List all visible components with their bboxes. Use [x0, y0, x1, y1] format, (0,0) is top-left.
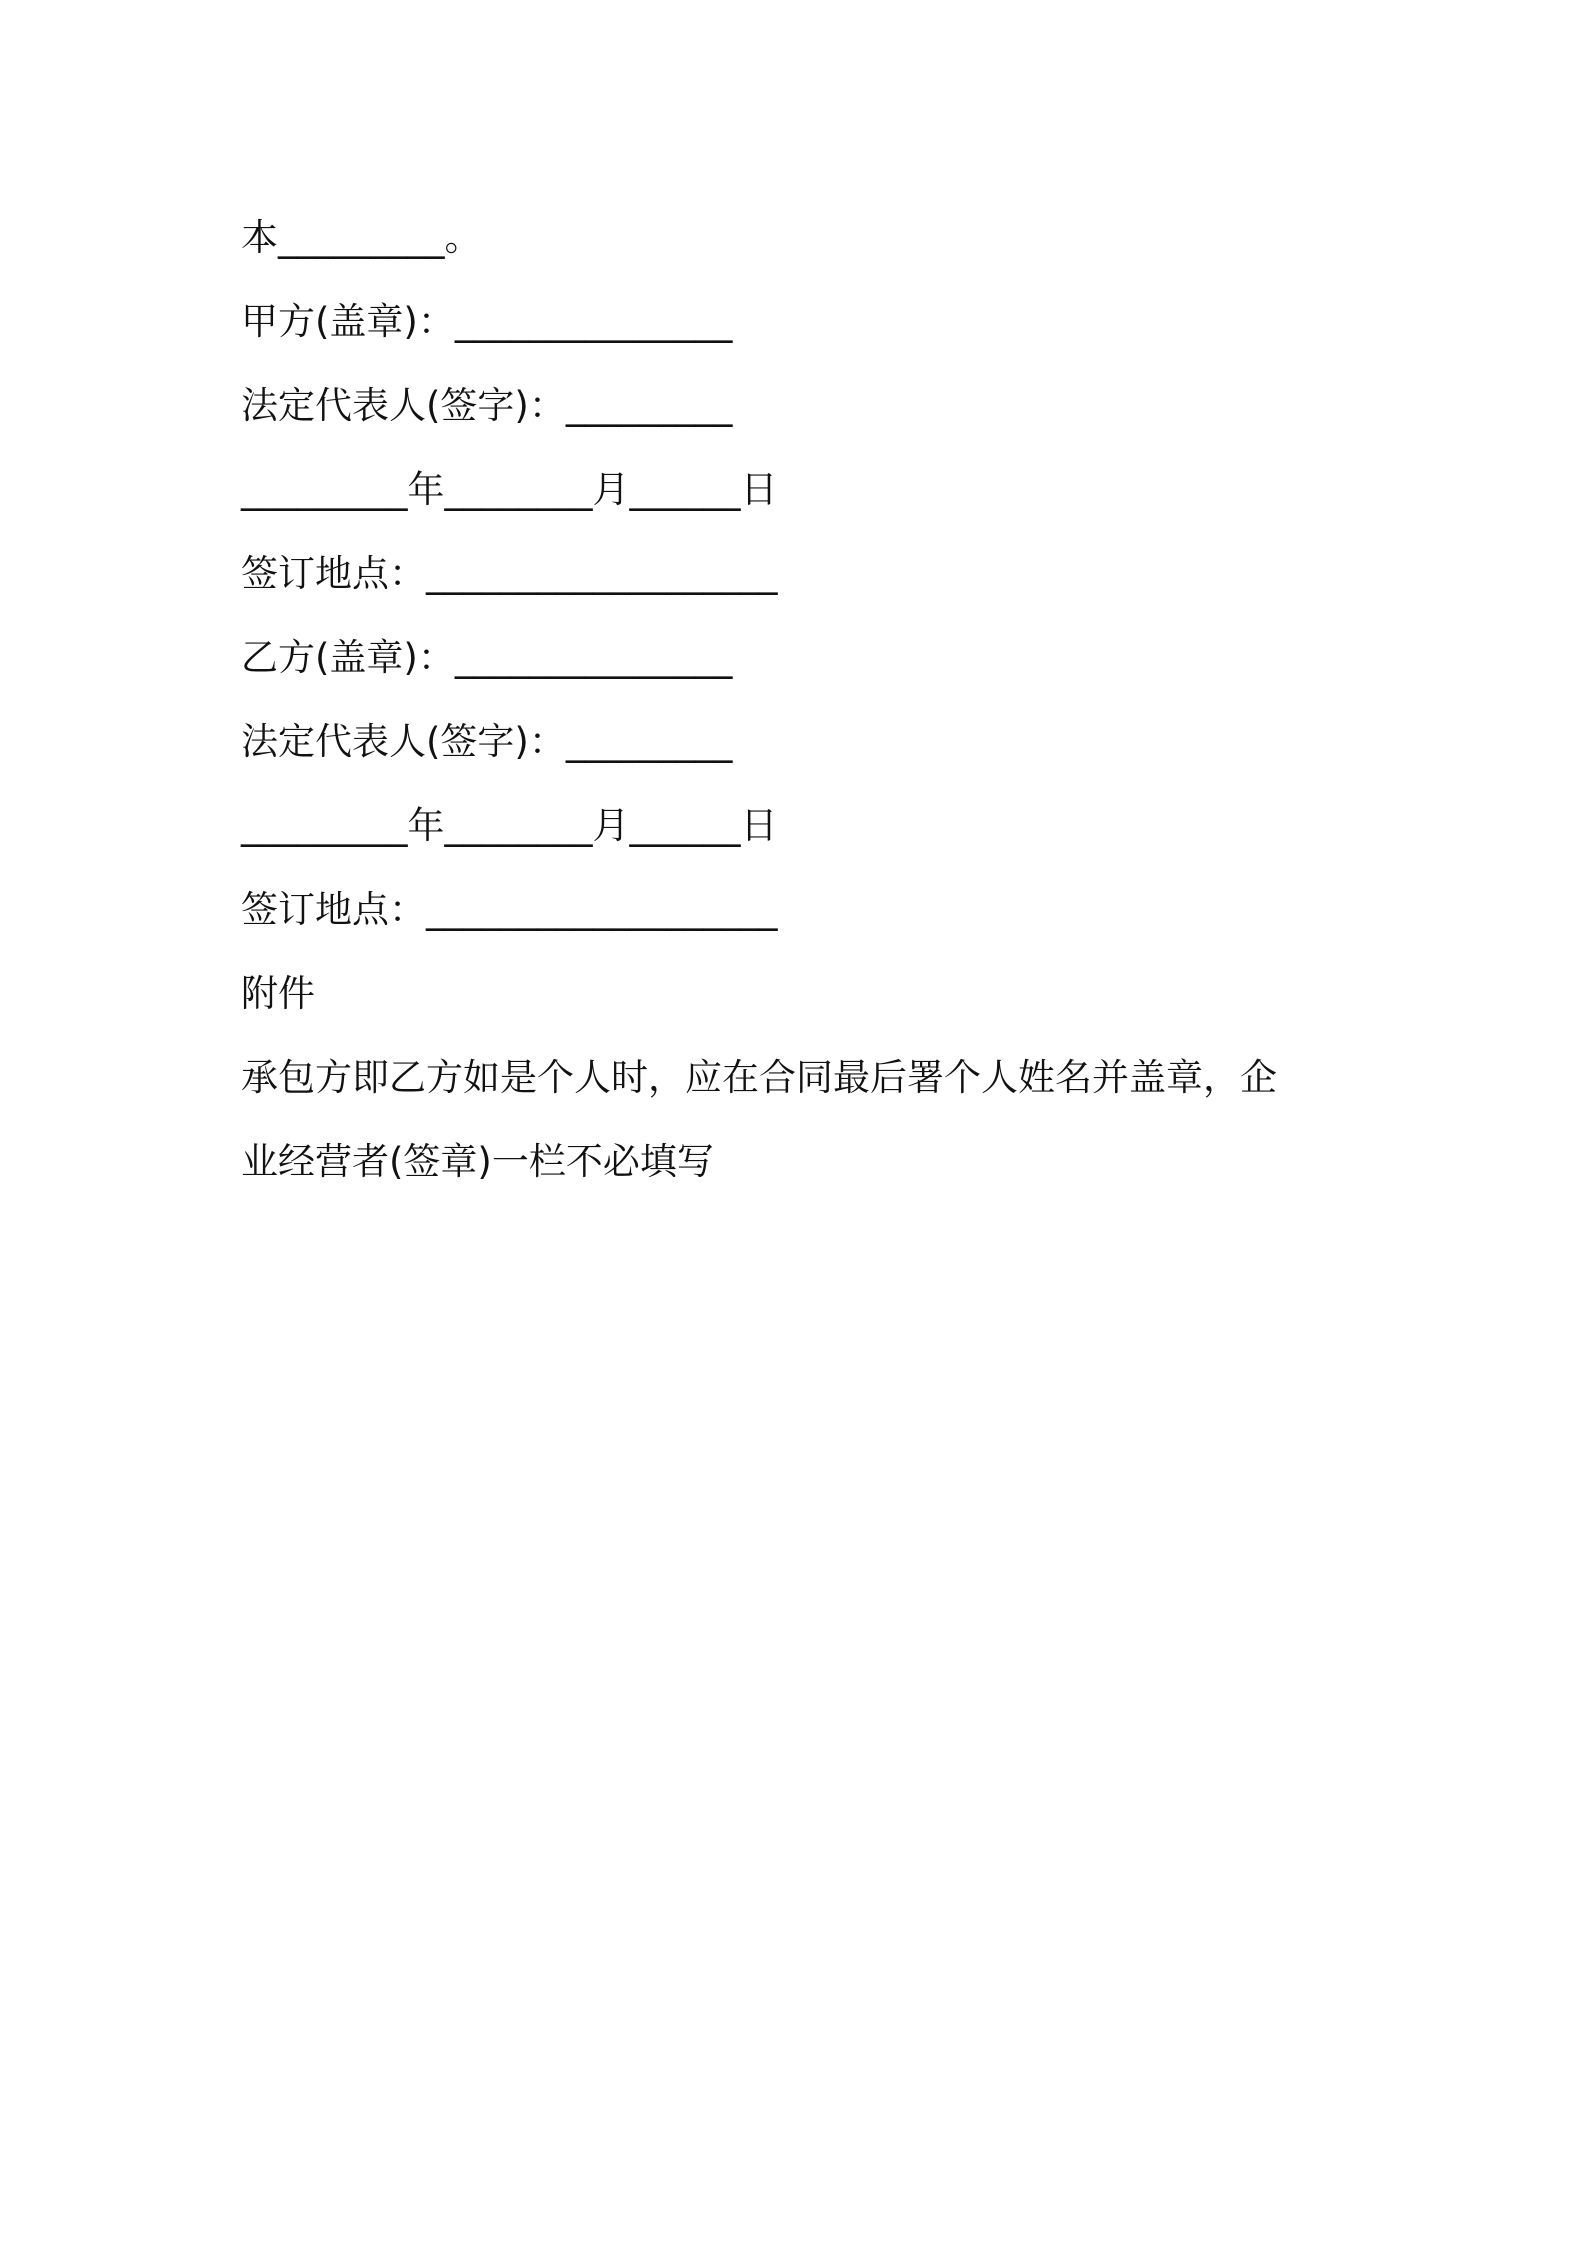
copies-count-line: 本_________。 — [241, 216, 482, 259]
attachment-note-line-1: 承包方即乙方如是个人时，应在合同最后署个人姓名并盖章，企 — [241, 1056, 1277, 1099]
party-a-legal-rep-line: 法定代表人(签字)：_________ — [241, 384, 733, 427]
party-b-signing-place-line: 签订地点：___________________ — [241, 888, 778, 931]
party-a-signing-place-line: 签订地点：___________________ — [241, 552, 778, 595]
party-b-legal-rep-line: 法定代表人(签字)：_________ — [241, 720, 733, 763]
attachment-note-line-2: 业经营者(签章)一栏不必填写 — [241, 1140, 714, 1183]
attachment-heading: 附件 — [241, 972, 315, 1015]
party-b-seal-line: 乙方(盖章)：_______________ — [241, 636, 733, 679]
party-b-date-line: _________年________月______日 — [241, 804, 778, 847]
document-body — [241, 196, 1351, 1204]
party-a-date-line: _________年________月______日 — [241, 468, 778, 511]
party-a-seal-line: 甲方(盖章)：_______________ — [241, 300, 733, 343]
